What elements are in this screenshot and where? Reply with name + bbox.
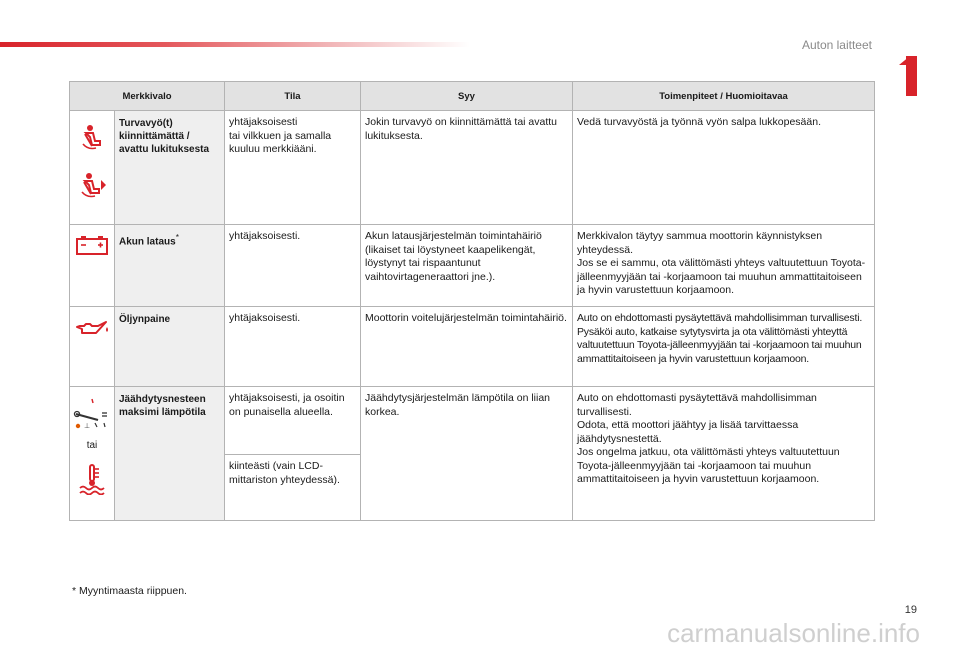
cause-text: Moottorin voitelujärjestelmän toimintahäiriö.: [361, 307, 573, 387]
temperature-gauge-icon: [72, 396, 112, 430]
state-text: yhtäjaksoisesti.: [225, 225, 361, 307]
action-text: Vedä turvavyöstä ja työnnä vyön salpa lukkopesään.: [573, 111, 875, 225]
cause-text: Jokin turvavyö on kiinnittämättä tai avattu lukituksesta.: [361, 111, 573, 225]
page-number: 19: [904, 604, 917, 616]
oil-can-icon-cell: [70, 307, 115, 387]
state-text: yhtäjaksoisesti tai vilkkuen ja samalla kuuluu merkkiääni.: [225, 111, 361, 225]
state-text: yhtäjaksoisesti.: [225, 307, 361, 387]
action-text: Merkkivalon täytyy sammua moottorin käynnistyksen yhteydessä. Jos se ei sammu, ota välittömästi yhteys valtuutettuun Toyota-jälleenmyyjään tai -korjaamoon tai muuhun ammattitaitoiseen ja hyvin varustettuun korjaamoon.: [573, 225, 875, 307]
warning-lights-table: [69, 81, 875, 521]
chapter-numeral: [906, 56, 917, 96]
battery-icon-cell: [70, 225, 115, 307]
battery-icon: [75, 234, 109, 256]
column-header-warning-light: Merkkivalo: [70, 82, 225, 111]
seatbelt-icon-cell: [70, 111, 115, 225]
action-text: Auto on ehdottomasti pysäytettävä mahdollisimman turvallisesti. Odota, että moottori jäähtyy ja lisää tarvittaessa jäähdytysnestettä. Jos ongelma jatkuu, ota välittömästi yhteys valtuutettuun Toyota-jälleenmyyjään tai -korjaamoon tai muuhun ammattitaitoiseen ja hyvin varustettuun korjaamoon.: [573, 387, 875, 521]
column-header-cause: Syy: [361, 82, 573, 111]
watermark: carmanualsonline.info: [667, 618, 920, 648]
warning-name: Öljynpaine: [115, 307, 225, 387]
seatbelt-icon: [78, 124, 106, 152]
state-text: yhtäjaksoisesti, ja osoitin on punaisella alueella.: [225, 387, 361, 455]
header-accent-bar: [0, 42, 470, 47]
warning-name: Turvavyö(t) kiinnittämättä / avattu lukituksesta: [115, 111, 225, 225]
table-row: [70, 225, 875, 307]
column-header-state: Tila: [225, 82, 361, 111]
footnote-marker: *: [175, 232, 179, 242]
table-row: [70, 111, 875, 225]
table-row: [70, 387, 875, 455]
footnote: * Myyntimaasta riippuen.: [72, 585, 187, 597]
or-label: tai: [86, 440, 98, 451]
section-title: Auton laitteet: [801, 38, 872, 52]
table-row: [70, 307, 875, 387]
cause-text: Akun latausjärjestelmän toimintahäiriö (likaiset tai löystyneet kaapelikengät, löystynyt tai rispaantunut vaihtovirtageneraattori jne.).: [361, 225, 573, 307]
oil-can-icon: [74, 318, 110, 338]
action-text: Auto on ehdottomasti pysäytettävä mahdollisimman turvallisesti. Pysäköi auto, katkaise sytytysvirta ja ota välittömästi yhteyttä valtuutettuun Toyota-jälleenmyyjään tai -korjaamoon tai muuhun ammattitaitoiseen ja hyvin varustettuun korjaamoon.: [573, 307, 875, 387]
warning-name-text: Akun lataus: [119, 236, 176, 248]
svg-text:⊥: ⊥: [84, 422, 91, 430]
coolant-icon-cell: [70, 387, 115, 521]
chapter-number: [899, 56, 917, 96]
warning-name: [115, 225, 225, 307]
cause-text: Jäähdytysjärjestelmän lämpötila on liian korkea.: [361, 387, 573, 521]
warning-name: Jäähdytysnesteen maksimi lämpötila: [115, 387, 225, 521]
state-text-alt: kiinteästi (vain LCD-mittariston yhteydessä).: [225, 455, 361, 521]
column-header-action: Toimenpiteet / Huomioitavaa: [573, 82, 875, 111]
seatbelt-passenger-icon: [77, 172, 107, 200]
coolant-temperature-icon: [77, 463, 107, 495]
table-header-row: [70, 82, 875, 111]
